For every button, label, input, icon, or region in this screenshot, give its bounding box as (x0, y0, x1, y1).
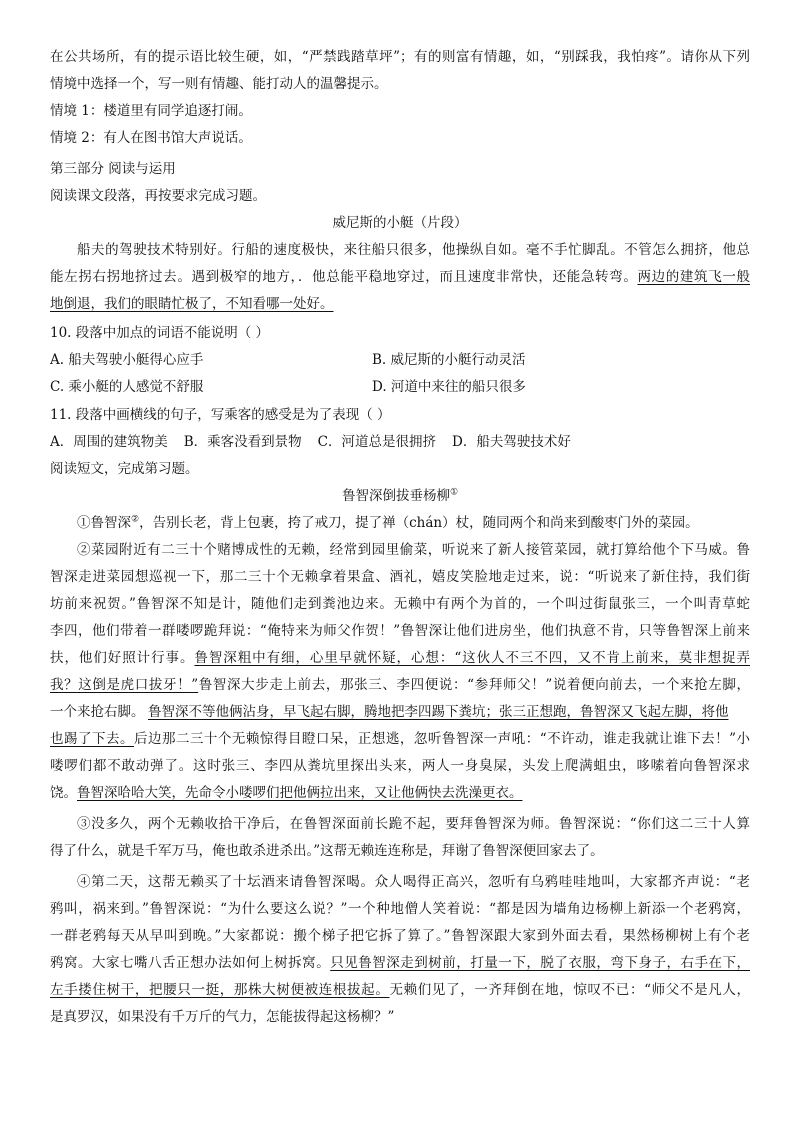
venice-line-1: 船夫的驾驶技术特别好。行船的速度极快，来往船只很多，他操纵自如。毫不手忙脚乱。不管怎么拥挤，他总 (77, 242, 750, 258)
para2-line-5 (50, 645, 750, 672)
venice-underlined-2: 地倒退，我们的眼睛忙极了，不知看哪一处好。 (50, 296, 334, 312)
q11-option-b[interactable]: B．乘客没看到景物 (183, 434, 302, 450)
q10-options-row-2 (50, 374, 750, 401)
para3-line-1: ③没多久，两个无赖收拾干净后，在鲁智深面前长跪不起，要拜鲁智深为师。鲁智深说：“你们这二三十人算 (77, 816, 750, 832)
para4-line-2: 鸦叫，祸来到。”鲁智深说：“为什么要这么说？”一个种地僧人笑着说：“都是因为墙角边杨柳上新添一个老鸦窝， (50, 901, 750, 917)
para1-footnote-mark: ② (131, 514, 140, 525)
para2-line-2: 智深走进菜园想巡视一下，那二三十个无赖拿着果盒、酒礼，嬉皮笑脸地走过来，说：“听说来了新住持，我们街 (50, 569, 750, 585)
para2-underlined-5: 鲁智深哈哈大笑，先命令小喽啰们把他俩拉出来，又让他俩快去洗澡更衣。 (77, 785, 523, 801)
q10-options-row-1 (50, 347, 750, 374)
q11-options (50, 429, 750, 456)
para4-line-4 (50, 950, 750, 977)
para4-underlined-1: 只见鲁智深走到树前，打量一下，脱了衣服，弯下身子，右手在下， (330, 955, 750, 971)
para4-line-5-text: 无赖们见了，一齐拜倒在地，惊叹不已：“师父不是凡人， (389, 982, 750, 998)
lu-zhishen-passage (50, 456, 750, 1031)
question-10 (50, 320, 750, 401)
venice-line-2 (50, 264, 750, 291)
para2-line-11-text: 饶。 (50, 785, 77, 801)
para2-line-10: 喽啰们都不敢动弹了。这时张三、李四从粪坑里探出头来，两人一身臭屎，头发上爬满蛆虫，哆嗦着向鲁智深求 (50, 758, 750, 774)
para2-line-6 (50, 672, 750, 699)
q10-option-d[interactable]: D. 河道中来往的船只很多 (372, 379, 526, 395)
part3-heading: 第三部分 阅读与运用 (50, 161, 176, 177)
para2-line-6-text: 鲁智深大步走上前去，那张三、李四便说：“参拜师父！”说着便向前去，一个来抢左脚， (198, 677, 750, 693)
para4-line-1: ④第二天，这帮无赖买了十坛酒来请鲁智深喝。众人喝得正高兴，忽听有乌鸦哇哇地叫，大家都齐声说：“老 (77, 874, 750, 890)
para4-underlined-2: 左手搂住树干，把腰只一挺，那株大树便被连根拔起。 (50, 982, 390, 998)
venice-title: 威尼斯的小艇（片段） (332, 215, 468, 231)
para2-underlined-4: 也踢了下去。 (50, 731, 134, 747)
title-footnote-mark: ① (449, 487, 459, 498)
scenario-1: 情境 1：楼道里有同学追逐打闹。 (50, 103, 252, 119)
q11-option-d[interactable]: D．船夫驾驶技术好 (452, 434, 571, 450)
task-line-2: 情境中选择一个，写一则有情趣、能打动人的温馨提示。 (50, 76, 388, 92)
passage-title (50, 483, 750, 510)
passage-title-text: 鲁智深倒拔垂杨柳 (341, 488, 450, 504)
part3-instruction: 阅读课文段落，再按要求完成习题。 (50, 188, 266, 204)
q10-option-c[interactable]: C. 乘小艇的人感觉不舒服 (50, 379, 204, 395)
para3-line-2: 得了什么，就是千军万马，俺也敢杀进杀出。”这帮无赖连连称是，拜谢了鲁智深便回家去了。 (50, 843, 604, 859)
part3-section (50, 156, 750, 318)
para2-line-8 (50, 699, 750, 726)
q11-option-c[interactable]: C．河道总是很拥挤 (317, 434, 437, 450)
para1 (50, 510, 750, 537)
q11-stem: 11. 段落中画横线的句子，写乘客的感受是为了表现（ ） (50, 407, 391, 423)
passage-instruction: 阅读短文，完成第习题。 (50, 461, 199, 477)
para4-line-6: 是真罗汉，如果没有千万斤的气力，怎能拔得起这杨柳？” (50, 1009, 395, 1025)
para2-underlined-3: 鲁智深不等他俩沾身，早飞起右脚，腾地把李四踢下粪坑；张三正想跑，鲁智深又飞起左脚，将他 (148, 704, 729, 720)
writing-task (50, 44, 750, 152)
para2-underlined-2: 我？这倒是虎口拔牙！” (50, 677, 199, 693)
venice-line-3 (50, 291, 750, 318)
para4-line-4-text: 鸦窝。大家七嘴八舌正想办法如何上树拆窝。 (50, 955, 331, 971)
question-11 (50, 402, 750, 456)
para4-line-3: 一群老鸦每天从早叫到晚。”大家都说：搬个梯子把它拆了算了。”鲁智深跟大家到外面去看，果然杨柳树上有个老 (50, 928, 750, 944)
para1-start: ①鲁智深 (77, 515, 131, 531)
para2-line-3: 坊前来祝贺。”鲁智深不知是计，随他们走到粪池边来。无赖中有两个为首的，一个叫过街鼠张三，一个叫青草蛇 (50, 596, 750, 612)
scenario-2: 情境 2：有人在图书馆大声说话。 (50, 130, 252, 146)
q10-option-a[interactable]: A. 船夫驾驶小艇得心应手 (50, 352, 204, 368)
task-line-1: 在公共场所，有的提示语比较生硬，如，“严禁践踏草坪”；有的则富有情趣，如，“别踩我，我怕疼”。请你从下列 (50, 49, 750, 65)
para2-line-4: 李四，他们带着一群喽啰跪拜说：“俺特来为师父作贺！”鲁智深让他们进房坐，他们执意不肯，只等鲁智深上前来 (50, 623, 750, 639)
para2-line-11 (50, 780, 750, 807)
para2-line-1: ②菜园附近有二三十个赌博成性的无赖，经常到园里偷菜，听说来了新人接管菜园，就打算给他个下马威。鲁 (77, 542, 750, 558)
venice-underlined-1: 两边的建筑飞一般 (637, 269, 750, 285)
para2-line-5-text: 扶，他们好照计行事。 (50, 650, 195, 666)
para2-line-9-text: 后边那二三十个无赖惊得目瞪口呆，正想逃，忽听鲁智深一声吼：“不许动，谁走我就让谁下去！”小 (133, 731, 750, 747)
q10-stem: 10. 段落中加点的词语不能说明（ ） (50, 325, 270, 341)
para2-underlined-1: 鲁智深粗中有细，心里早就怀疑，心想：“这伙人不三不四，又不肯上前来，莫非想捉弄 (194, 650, 750, 666)
para4-line-5 (50, 977, 750, 1004)
q11-option-a[interactable]: A．周围的建筑物美 (50, 434, 168, 450)
para2-line-7: 一个来抢右脚。 (50, 704, 145, 720)
para1-rest: ，告别长老，背上包裹，挎了戒刀，提了禅（chán）杖，随同两个和尚来到酸枣门外的菜园。 (139, 515, 699, 531)
venice-line-2-text: 能左拐右拐地挤过去。遇到极窄的地方，．他总能平稳地穿过，而且速度非常快，还能急转弯。 (50, 269, 638, 285)
para2-line-9 (50, 726, 750, 753)
q10-option-b[interactable]: B. 威尼斯的小艇行动灵活 (372, 352, 526, 368)
